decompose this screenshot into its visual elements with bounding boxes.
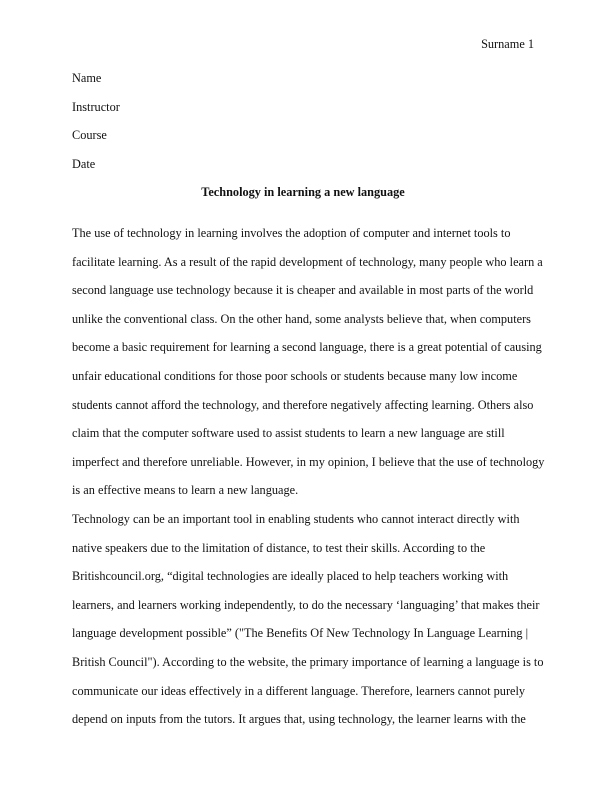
paragraph-line: Technology can be an important tool in enabling students who cannot interact directly with (72, 512, 520, 526)
paragraph-line: The use of technology in learning involves the adoption of computer and internet tools to (72, 226, 511, 240)
heading-date: Date (72, 156, 96, 171)
paragraph-line: is an effective means to learn a new language. (72, 483, 299, 498)
paragraph-line: unfair educational conditions for those poor schools or students because many low income (72, 368, 518, 383)
heading-course: Course (72, 128, 107, 143)
paragraph-line: second language use technology because it is cheaper and available in most parts of the world (72, 283, 534, 298)
paragraph-line: language development possible” ("The Benefits Of New Technology In Language Learning | (72, 626, 529, 641)
paragraph-line: learners, and learners working independently, to do the necessary ‘languaging’ that makes their (72, 597, 540, 612)
paragraph-line: claim that the computer software used to assist students to learn a new language are still (72, 426, 505, 441)
paragraph-1 (72, 225, 545, 511)
heading-instructor: Instructor (72, 99, 120, 114)
running-header: Surname 1 (481, 37, 534, 51)
paragraph-line: facilitate learning. As a result of the rapid development of technology, many people who learn a (72, 254, 543, 269)
paragraph-line: become a basic requirement for learning a second language, there is a great potential of causing (72, 340, 542, 355)
paragraph-line: depend on inputs from the tutors. It argues that, using technology, the learner learns with the (72, 712, 526, 727)
paragraph-line: Britishcouncil.org, “digital technologies are ideally placed to help teachers working with (72, 569, 509, 584)
paragraph-line: communicate our ideas effectively in a different language. Therefore, learners cannot purely (72, 683, 526, 698)
paragraph-line: imperfect and therefore unreliable. However, in my opinion, I believe that the use of technology (72, 454, 545, 469)
heading-name: Name (72, 71, 102, 85)
paragraph-line: unlike the conventional class. On the other hand, some analysts believe that, when computers (72, 311, 531, 326)
paragraph-line: British Council"). According to the website, the primary importance of learning a language is to (72, 654, 544, 669)
paragraph-line: students cannot afford the technology, and therefore negatively affecting learning. Others also (72, 397, 534, 412)
paragraph-2 (72, 511, 542, 740)
student-heading (72, 70, 120, 184)
essay-title: Technology in learning a new language (201, 185, 405, 199)
paragraph-line: native speakers due to the limitation of distance, to test their skills. According to the (72, 540, 486, 555)
